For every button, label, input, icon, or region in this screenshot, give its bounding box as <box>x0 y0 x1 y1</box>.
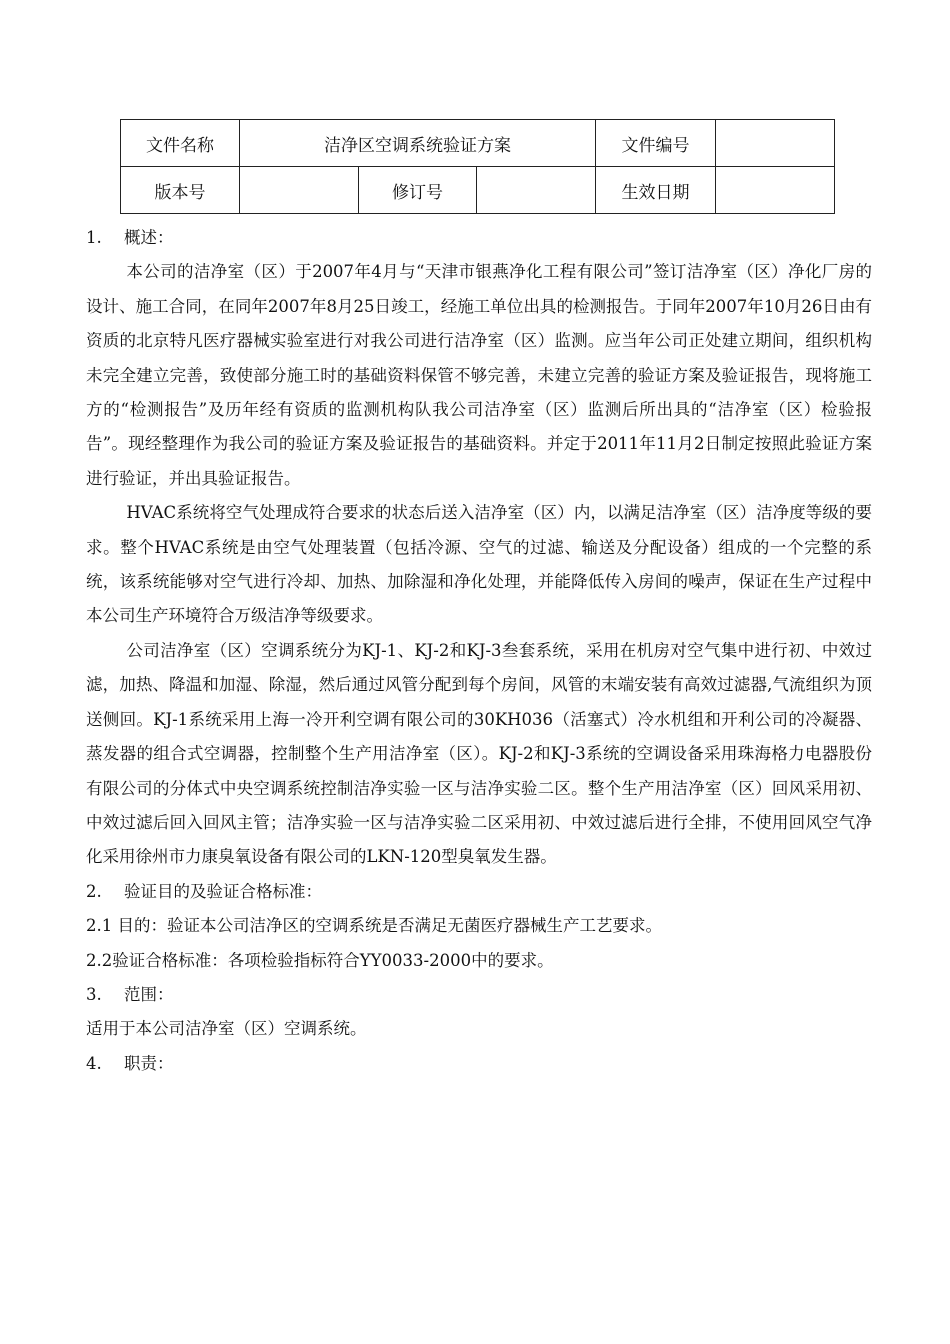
effective-date-value <box>716 167 835 214</box>
header-row-2 <box>121 167 835 214</box>
header-row-1 <box>121 120 835 167</box>
section-1-title: 概述： <box>124 228 174 247</box>
revision-value <box>477 167 596 214</box>
document-header-table <box>120 119 835 214</box>
section-2-heading <box>86 875 872 909</box>
section-3-body: 适用于本公司洁净室（区）空调系统。 <box>86 1019 367 1039</box>
file-name-value: 洁净区空调系统验证方案 <box>240 120 596 167</box>
section-4-number: 4. <box>86 1053 102 1073</box>
section-3-title: 范围： <box>124 984 174 1004</box>
revision-label: 修订号 <box>359 167 477 214</box>
section-1-paragraph-3: 公司洁净室（区）空调系统分为KJ-1、KJ-2和KJ-3叁套系统，采用在机房对空气集中进行初、中效过滤，加热、降温和加湿、除湿，然后通过风管分配到每个房间，风管的末端安装有高效过滤器,气流组织为顶送侧回。KJ-1系统采用上海一冷开利空调有限公司的30KH036（活塞式）冷水机组和开利公司的冷凝器、蒸发器的组合式空调器，控制整个生产用洁净室（区）。KJ-2和KJ-3系统的空调设备采用珠海格力电器股份有限公司的分体式中央空调系统控制洁净实验一区与洁净实验二区。整个生产用洁净室（区）回风采用初、中效过滤后回入回风主管；洁净实验一区与洁净实验二区采用初、中效过滤后进行全排，不使用回风空气净化采用徐州市力康臭氧设备有限公司的LKN-120型臭氧发生器。 <box>86 640 872 867</box>
section-1-heading <box>86 221 872 255</box>
effective-date-label: 生效日期 <box>596 167 716 214</box>
section-2-1-purpose: 2.1 目的：验证本公司洁净区的空调系统是否满足无菌医疗器械生产工艺要求。 <box>86 916 662 936</box>
section-4-title: 职责： <box>124 1053 174 1073</box>
section-1-paragraph-2: HVAC系统将空气处理成符合要求的状态后送入洁净室（区）内，以满足洁净室（区）洁净度等级的要求。整个HVAC系统是由空气处理装置（包括冷源、空气的过滤、输送及分配设备）组成的一个完整的系统，该系统能够对空气进行冷却、加热、加除湿和净化处理，并能降低传入房间的噪声，保证在生产过程中本公司生产环境符合万级洁净等级要求。 <box>86 503 872 626</box>
file-name-label: 文件名称 <box>121 120 240 167</box>
section-3-number: 3. <box>86 984 102 1004</box>
section-2-2-criteria: 2.2验证合格标准：各项检验指标符合YY0033-2000中的要求。 <box>86 950 554 970</box>
section-2-number: 2. <box>86 881 102 901</box>
section-4-heading <box>86 1047 872 1081</box>
document-body <box>86 221 872 1081</box>
file-no-label: 文件编号 <box>596 120 716 167</box>
file-no-value <box>716 120 835 167</box>
version-value <box>240 167 359 214</box>
section-1-paragraph-1: 本公司的洁净室（区）于2007年4月与“天津市银燕净化工程有限公司”签订洁净室（区）净化厂房的设计、施工合同，在同年2007年8月25日竣工，经施工单位出具的检测报告。于同年2007年10月26日由有资质的北京特凡医疗器械实验室进行对我公司进行洁净室（区）监测。应当年公司正处建立期间，组织机构未完全建立完善，致使部分施工时的基础资料保管不够完善，未建立完善的验证方案及验证报告，现将施工方的“检测报告”及历年经有资质的监测机构队我公司洁净室（区）监测后所出具的“洁净室（区）检验报告”。现经整理作为我公司的验证方案及验证报告的基础资料。并定于2011年11月2日制定按照此验证方案进行验证，并出具验证报告。 <box>86 262 872 488</box>
section-3-heading <box>86 978 872 1012</box>
section-2-title: 验证目的及验证合格标准： <box>124 881 322 901</box>
section-1-number: 1. <box>86 228 102 247</box>
version-label: 版本号 <box>121 167 240 214</box>
